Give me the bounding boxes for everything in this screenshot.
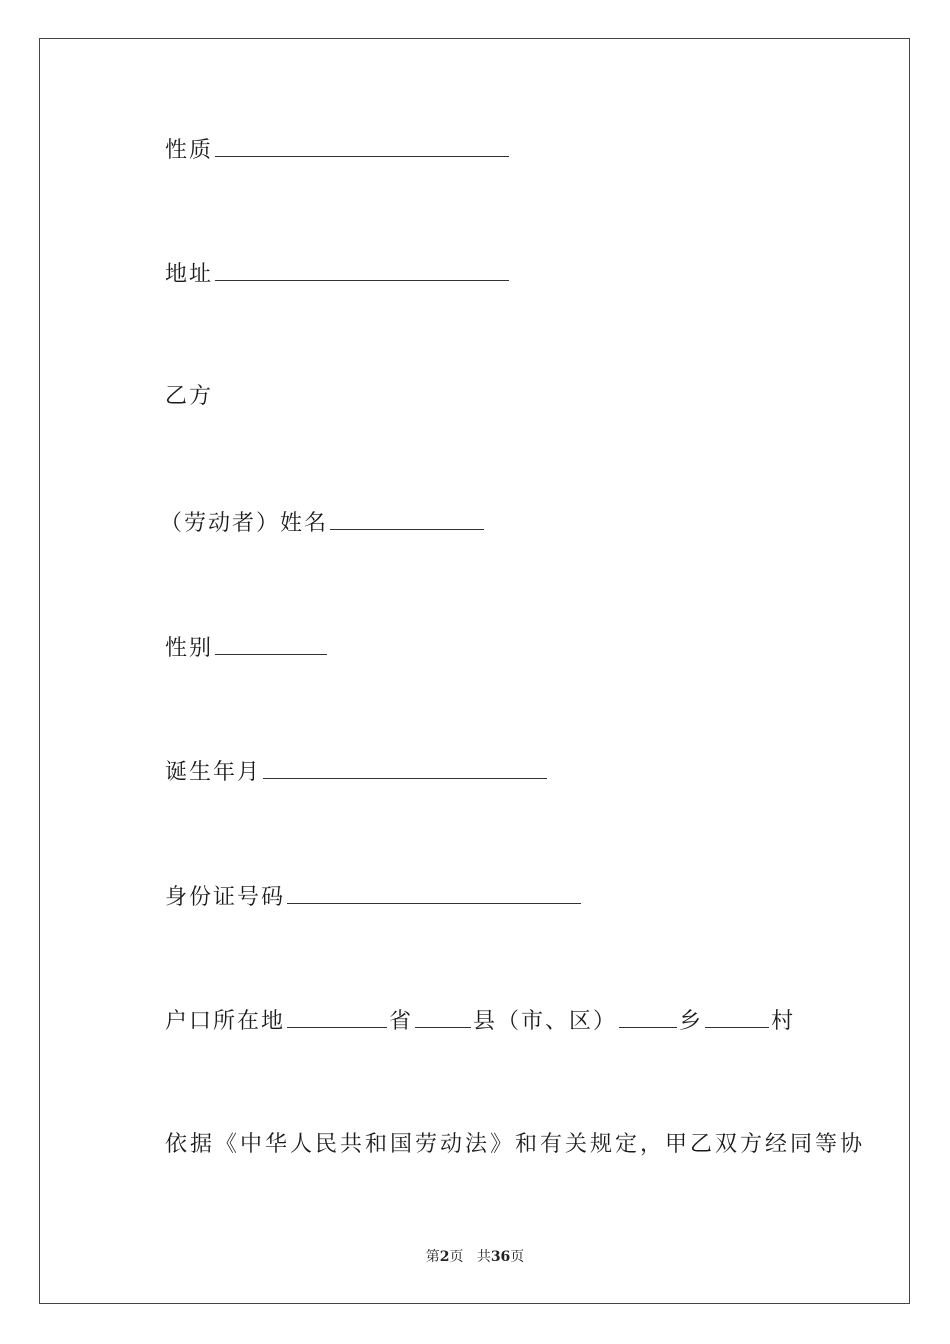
total-prefix: 共 — [476, 1249, 491, 1265]
province-label: 省 — [389, 1009, 414, 1034]
household-line — [165, 1005, 795, 1037]
village-blank[interactable] — [705, 1005, 769, 1028]
birth-label: 诞生年月 — [165, 760, 262, 785]
worker-name-blank[interactable] — [330, 507, 484, 530]
footer-prefix: 第 — [425, 1249, 440, 1265]
gender-blank[interactable] — [215, 632, 327, 655]
party-b-line — [165, 382, 213, 412]
county-blank[interactable] — [415, 1005, 471, 1028]
gender-line — [165, 632, 329, 664]
address-label: 地址 — [165, 262, 214, 287]
address-line — [165, 258, 511, 290]
total-pages: 36 — [490, 1249, 511, 1265]
nature-blank[interactable] — [215, 134, 509, 157]
household-label: 户口所在地 — [165, 1009, 286, 1034]
page-border — [39, 38, 910, 1304]
worker-name-label: （劳动者）姓名 — [160, 511, 329, 536]
page-number: 2 — [439, 1249, 450, 1265]
id-number-line — [165, 881, 583, 913]
village-label: 村 — [771, 1009, 796, 1034]
id-number-label: 身份证号码 — [165, 885, 286, 910]
gender-label: 性别 — [165, 636, 214, 661]
party-b-label: 乙方 — [165, 384, 214, 409]
birth-line — [165, 756, 549, 788]
township-blank[interactable] — [619, 1005, 677, 1028]
township-label: 乡 — [679, 1009, 704, 1034]
worker-name-line — [160, 507, 486, 539]
page-footer — [0, 1246, 950, 1266]
id-number-blank[interactable] — [287, 881, 581, 904]
basis-text: 依据《中华人民共和国劳动法》和有关规定，甲乙双方经同等协 — [165, 1132, 866, 1157]
total-unit: 页 — [510, 1249, 525, 1265]
nature-line — [165, 134, 511, 166]
nature-label: 性质 — [165, 138, 214, 163]
address-blank[interactable] — [215, 258, 509, 281]
province-blank[interactable] — [287, 1005, 387, 1028]
page-unit: 页 — [449, 1249, 464, 1265]
birth-blank[interactable] — [263, 756, 547, 779]
county-label: 县（市、区） — [473, 1009, 618, 1034]
basis-line — [165, 1130, 865, 1160]
